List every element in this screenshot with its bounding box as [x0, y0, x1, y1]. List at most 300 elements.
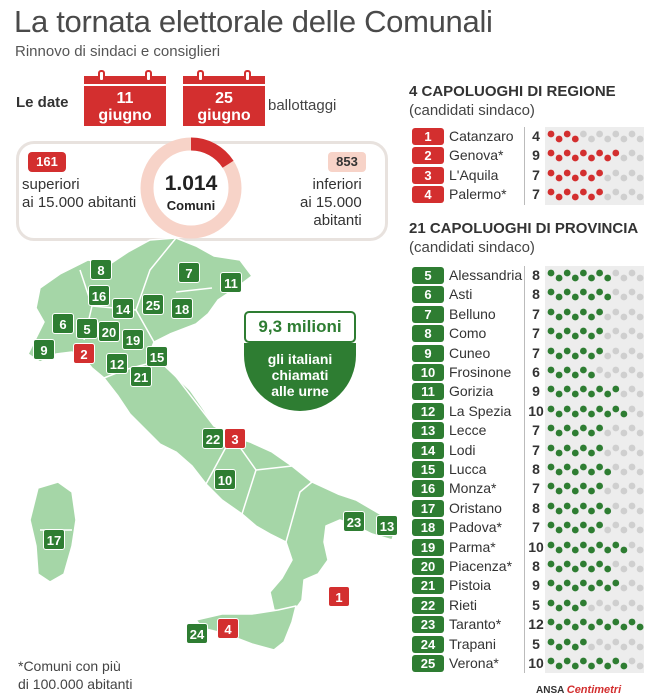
candidate-dot-filled [637, 624, 644, 631]
candidate-dot-empty [629, 347, 636, 354]
candidate-dot-filled [548, 541, 555, 548]
row-city: Gorizia [449, 383, 494, 400]
candidate-dot-filled [548, 150, 555, 157]
row-number: 22 [412, 597, 444, 614]
candidate-dot-empty [629, 599, 636, 606]
candidate-dot-filled [588, 430, 595, 437]
candidate-dot-filled [596, 405, 603, 412]
dates-label: Le date [16, 94, 69, 111]
candidate-dot-filled [588, 155, 595, 162]
row-candidate-count: 10 [528, 402, 544, 419]
voters-value: 9,3 milioni [244, 311, 356, 343]
candidate-dot-empty [629, 308, 636, 315]
candidate-dot-filled [588, 174, 595, 181]
candidate-dot-filled [548, 580, 555, 587]
candidate-dot-filled [604, 624, 611, 631]
candidate-dot-empty [621, 275, 628, 282]
map-marker-18: 18 [171, 298, 193, 319]
candidate-dot-empty [612, 599, 619, 606]
candidate-dot-filled [588, 507, 595, 514]
map-marker-14: 14 [112, 298, 134, 319]
candidate-dot-filled [580, 308, 587, 315]
row-city: Alessandria [449, 267, 523, 283]
reg-row [408, 166, 644, 185]
candidate-dot-filled [556, 155, 563, 162]
candidate-dot-filled [580, 638, 587, 645]
voters-line-2: chiamati [271, 367, 329, 383]
candidate-dot-filled [548, 502, 555, 509]
candidate-dot-filled [604, 507, 611, 514]
candidate-dot-filled [556, 624, 563, 631]
candidate-dot-empty [612, 169, 619, 176]
candidate-dot-filled [564, 347, 571, 354]
candidate-dot-filled [572, 488, 579, 495]
candidate-dot-empty [612, 367, 619, 374]
candidate-dot-empty [604, 449, 611, 456]
candidate-dot-empty [621, 155, 628, 162]
candidate-dot-empty [637, 174, 644, 181]
row-city: Frosinone [449, 364, 512, 380]
candidate-dot-filled [564, 580, 571, 587]
reg-row [408, 146, 644, 165]
candidate-dots [545, 166, 644, 185]
row-city: Parma* [449, 538, 496, 555]
row-city: Padova* [449, 519, 502, 536]
row-city: Rieti [449, 596, 478, 613]
map-marker-8: 8 [90, 259, 112, 280]
candidate-dot-filled [588, 275, 595, 282]
prov-row [408, 635, 644, 654]
candidate-dot-filled [580, 619, 587, 626]
row-number: 18 [412, 519, 444, 536]
candidate-dot-filled [580, 405, 587, 412]
row-number: 13 [412, 422, 444, 439]
candidate-dot-filled [621, 663, 628, 670]
candidate-dot-filled [548, 189, 555, 196]
candidate-dot-filled [564, 150, 571, 157]
candidate-dot-filled [572, 294, 579, 301]
candidate-dot-filled [556, 294, 563, 301]
row-number: 25 [412, 655, 444, 672]
candidate-dot-filled [612, 658, 619, 665]
row-candidate-count: 9 [532, 147, 540, 164]
candidate-dot-filled [580, 502, 587, 509]
candidate-dot-empty [588, 643, 595, 650]
candidate-dot-filled [580, 483, 587, 490]
candidate-dot-empty [580, 131, 587, 138]
calendar-icon-first [84, 70, 166, 126]
candidate-dot-filled [588, 663, 595, 670]
candidate-dot-filled [588, 333, 595, 340]
date-second: 25 giugno [183, 84, 265, 126]
candidate-dot-empty [604, 372, 611, 379]
credit-ansa: ANSA [536, 685, 564, 696]
candidate-dot-filled [572, 527, 579, 534]
map-marker-24: 24 [186, 623, 208, 644]
voters-badge [244, 311, 356, 411]
date-first: 11 giugno [84, 84, 166, 126]
footnote [18, 657, 132, 693]
candidate-dot-empty [629, 464, 636, 471]
row-number: 16 [412, 480, 444, 497]
candidate-dot-filled [564, 658, 571, 665]
row-candidate-count: 7 [532, 480, 540, 497]
row-candidate-count: 7 [532, 344, 540, 361]
candidate-dot-empty [629, 580, 636, 587]
page-subtitle: Rinnovo di sindaci e consiglieri [15, 43, 221, 60]
credit-brand: Centimetri [566, 684, 622, 696]
candidate-dot-empty [621, 194, 628, 201]
candidate-dot-filled [580, 464, 587, 471]
candidate-dots [545, 518, 644, 537]
candidate-dot-filled [588, 294, 595, 301]
candidate-dot-filled [564, 425, 571, 432]
candidate-dot-filled [604, 663, 611, 670]
prov-row [408, 479, 644, 498]
candidate-dot-empty [612, 464, 619, 471]
candidate-dot-empty [596, 638, 603, 645]
page-title: La tornata elettorale delle Comunali [14, 4, 493, 39]
row-number: 4 [412, 186, 444, 203]
map-marker-15: 15 [146, 346, 168, 367]
candidate-dot-filled [596, 289, 603, 296]
candidate-dot-filled [580, 541, 587, 548]
row-city: Como [449, 325, 487, 342]
candidate-dot-empty [621, 469, 628, 476]
candidate-dot-empty [612, 561, 619, 568]
candidate-dots [545, 305, 644, 324]
map-marker-4: 4 [217, 618, 239, 639]
candidate-dot-filled [612, 580, 619, 587]
candidate-dot-empty [621, 527, 628, 534]
candidate-dot-empty [637, 275, 644, 282]
candidate-dot-filled [580, 150, 587, 157]
superiori-line-1: superiori [22, 176, 80, 193]
candidate-dot-filled [548, 367, 555, 374]
row-candidate-count: 7 [532, 305, 540, 322]
candidate-dot-filled [564, 541, 571, 548]
candidate-dot-filled [564, 483, 571, 490]
row-candidate-count: 7 [532, 166, 540, 183]
candidate-dot-filled [572, 313, 579, 320]
candidate-dot-filled [572, 275, 579, 282]
candidate-dot-filled [604, 294, 611, 301]
candidate-dot-filled [604, 391, 611, 398]
candidate-dot-filled [596, 619, 603, 626]
candidate-dot-empty [604, 136, 611, 143]
candidate-dot-empty [629, 289, 636, 296]
candidate-dot-filled [556, 488, 563, 495]
row-number: 9 [412, 345, 444, 362]
row-candidate-count: 12 [528, 616, 544, 633]
candidate-dot-filled [572, 194, 579, 201]
candidate-dot-filled [572, 624, 579, 631]
candidate-dot-filled [548, 619, 555, 626]
prov-row [408, 324, 644, 343]
candidate-dot-empty [621, 430, 628, 437]
candidate-dot-empty [604, 643, 611, 650]
superiori-label [22, 176, 136, 212]
candidate-dot-filled [556, 643, 563, 650]
candidate-dots [545, 382, 644, 401]
prov-row [408, 596, 644, 615]
candidate-dot-empty [621, 136, 628, 143]
candidate-dot-filled [548, 405, 555, 412]
row-city: Cuneo [449, 344, 491, 361]
candidate-dot-filled [556, 194, 563, 201]
candidate-dot-filled [580, 522, 587, 529]
candidate-dot-filled [580, 189, 587, 196]
voters-line-1: gli italiani [267, 351, 333, 367]
candidate-dots [545, 635, 644, 654]
candidate-dot-empty [612, 131, 619, 138]
candidate-dot-empty [612, 189, 619, 196]
prov-row [408, 654, 644, 673]
candidate-dot-empty [621, 604, 628, 611]
footnote-line-1: *Comuni con più [18, 658, 121, 674]
candidate-dot-empty [637, 469, 644, 476]
candidate-dots [545, 266, 644, 285]
candidate-dot-filled [556, 372, 563, 379]
candidate-dots [545, 344, 644, 363]
row-candidate-count: 4 [532, 128, 540, 144]
candidate-dot-filled [556, 352, 563, 359]
row-city: Monza* [449, 480, 497, 497]
candidate-dot-empty [637, 643, 644, 650]
candidate-dot-filled [548, 386, 555, 393]
candidate-dot-filled [564, 270, 571, 277]
row-candidate-count: 10 [528, 538, 544, 555]
candidate-dot-filled [596, 502, 603, 509]
candidate-dot-empty [637, 313, 644, 320]
candidate-dot-empty [637, 663, 644, 670]
candidate-dot-filled [548, 561, 555, 568]
candidate-dot-empty [629, 405, 636, 412]
candidate-dot-empty [637, 391, 644, 398]
regione-title: 4 CAPOLUOGHI DI REGIONE [409, 83, 616, 100]
row-city: Asti [449, 286, 473, 303]
prov-row [408, 441, 644, 460]
candidate-dot-empty [588, 604, 595, 611]
prov-row [408, 499, 644, 518]
candidate-dot-filled [621, 624, 628, 631]
candidate-dot-filled [596, 464, 603, 471]
candidate-dots [545, 127, 644, 146]
prov-row [408, 576, 644, 595]
candidate-dot-empty [604, 313, 611, 320]
row-candidate-count: 5 [532, 635, 540, 652]
candidate-dots [545, 146, 644, 165]
candidate-dot-empty [637, 352, 644, 359]
candidate-dot-filled [564, 386, 571, 393]
candidate-dot-filled [548, 270, 555, 277]
candidate-dot-filled [556, 566, 563, 573]
map-marker-17: 17 [43, 529, 65, 550]
map-marker-20: 20 [98, 321, 120, 342]
candidate-dot-filled [564, 464, 571, 471]
candidate-dot-empty [621, 449, 628, 456]
candidate-dot-filled [588, 566, 595, 573]
candidate-dot-empty [629, 270, 636, 277]
candidate-dot-filled [580, 599, 587, 606]
candidate-dot-filled [556, 663, 563, 670]
candidate-dot-filled [564, 169, 571, 176]
row-candidate-count: 8 [532, 267, 540, 283]
candidate-dot-filled [580, 328, 587, 335]
candidate-dot-filled [572, 391, 579, 398]
row-city: Catanzaro [449, 128, 514, 144]
candidate-dot-filled [556, 410, 563, 417]
candidate-dots [545, 538, 644, 557]
row-city: Oristano [449, 499, 502, 516]
calendar-icon-second [183, 70, 265, 126]
candidate-dot-empty [596, 599, 603, 606]
candidate-dot-empty [629, 444, 636, 451]
candidate-dot-empty [629, 502, 636, 509]
candidate-dot-filled [596, 150, 603, 157]
candidate-dot-empty [629, 131, 636, 138]
candidate-dot-filled [588, 546, 595, 553]
candidate-dots [545, 460, 644, 479]
candidate-dot-filled [596, 169, 603, 176]
candidate-dot-filled [588, 194, 595, 201]
row-candidate-count: 7 [532, 325, 540, 342]
candidate-dot-empty [612, 444, 619, 451]
map-marker-19: 19 [122, 329, 144, 350]
prov-row [408, 285, 644, 304]
candidate-dot-filled [548, 169, 555, 176]
candidate-dot-filled [556, 313, 563, 320]
map-marker-1: 1 [328, 586, 350, 607]
row-city: Lecce [449, 422, 487, 439]
prov-row [408, 402, 644, 421]
row-candidate-count: 6 [532, 364, 540, 380]
candidate-dot-empty [629, 328, 636, 335]
candidate-dot-filled [588, 391, 595, 398]
map-marker-11: 11 [220, 272, 242, 293]
candidate-dot-filled [629, 619, 636, 626]
voters-line-3: alle urne [271, 383, 329, 399]
candidate-dot-empty [637, 585, 644, 592]
prov-row [408, 344, 644, 363]
footnote-line-2: di 100.000 abitanti [18, 676, 133, 692]
row-candidate-count: 7 [532, 422, 540, 439]
candidate-dot-filled [588, 352, 595, 359]
row-number: 19 [412, 539, 444, 556]
candidate-dot-empty [629, 189, 636, 196]
map-marker-16: 16 [88, 285, 110, 306]
candidate-dot-empty [612, 638, 619, 645]
prov-row [408, 363, 644, 382]
candidate-dot-filled [556, 469, 563, 476]
candidate-dot-filled [572, 410, 579, 417]
candidate-dot-empty [637, 488, 644, 495]
candidate-dot-filled [580, 444, 587, 451]
row-city: Verona* [449, 655, 499, 671]
candidate-dot-empty [604, 352, 611, 359]
row-candidate-count: 5 [532, 596, 540, 613]
row-number: 2 [412, 147, 444, 164]
candidate-dot-empty [588, 136, 595, 143]
inferiori-line-1: inferiori [312, 176, 362, 193]
map-marker-9: 9 [33, 339, 55, 360]
candidate-dot-empty [629, 367, 636, 374]
candidate-dot-empty [637, 546, 644, 553]
candidate-dot-filled [588, 585, 595, 592]
candidate-dots [545, 363, 644, 382]
row-candidate-count: 9 [532, 577, 540, 594]
candidate-dot-filled [612, 541, 619, 548]
candidate-dot-filled [564, 405, 571, 412]
candidate-dot-empty [621, 507, 628, 514]
row-candidate-count: 10 [528, 655, 544, 671]
map-marker-5: 5 [76, 318, 98, 339]
row-number: 6 [412, 286, 444, 303]
candidate-dot-filled [556, 136, 563, 143]
candidate-dot-filled [612, 150, 619, 157]
candidate-dot-filled [572, 585, 579, 592]
candidate-dot-filled [548, 308, 555, 315]
candidate-dot-empty [637, 136, 644, 143]
superiori-count: 161 [28, 152, 66, 172]
candidate-dot-filled [564, 289, 571, 296]
row-number: 10 [412, 364, 444, 381]
candidate-dot-filled [548, 483, 555, 490]
provincia-title: 21 CAPOLUOGHI DI PROVINCIA [409, 220, 639, 237]
voters-caption [244, 343, 356, 411]
row-city: Pistoia [449, 577, 492, 594]
candidate-dot-filled [572, 136, 579, 143]
candidate-dot-filled [588, 488, 595, 495]
row-number: 20 [412, 558, 444, 575]
candidate-dot-filled [604, 410, 611, 417]
candidate-dot-filled [580, 270, 587, 277]
map-marker-22: 22 [202, 428, 224, 449]
comuni-total: 1.014 [164, 172, 218, 195]
prov-row [408, 266, 644, 285]
inferiori-line-3: abitanti [313, 212, 362, 229]
candidate-dot-empty [612, 270, 619, 277]
prov-row [408, 305, 644, 324]
row-candidate-count: 8 [532, 286, 540, 303]
candidate-dot-filled [572, 430, 579, 437]
row-city: Palermo* [449, 186, 507, 203]
candidate-dot-empty [637, 449, 644, 456]
candidate-dot-empty [621, 566, 628, 573]
candidate-dot-filled [564, 308, 571, 315]
row-number: 8 [412, 325, 444, 342]
candidate-dot-empty [629, 386, 636, 393]
row-number: 15 [412, 461, 444, 478]
candidate-dot-filled [572, 352, 579, 359]
row-number: 3 [412, 167, 444, 184]
map-marker-25: 25 [142, 294, 164, 315]
candidate-dot-empty [621, 488, 628, 495]
inferiori-label [300, 176, 362, 230]
candidate-dot-filled [596, 425, 603, 432]
candidate-dot-filled [596, 328, 603, 335]
row-number: 17 [412, 500, 444, 517]
reg-row [408, 127, 644, 146]
map-marker-6: 6 [52, 313, 74, 334]
candidate-dot-filled [580, 386, 587, 393]
candidate-dot-filled [621, 410, 628, 417]
row-number: 24 [412, 636, 444, 653]
row-number: 1 [412, 128, 444, 145]
candidate-dot-filled [596, 444, 603, 451]
candidate-dot-filled [564, 444, 571, 451]
prov-row [408, 518, 644, 537]
